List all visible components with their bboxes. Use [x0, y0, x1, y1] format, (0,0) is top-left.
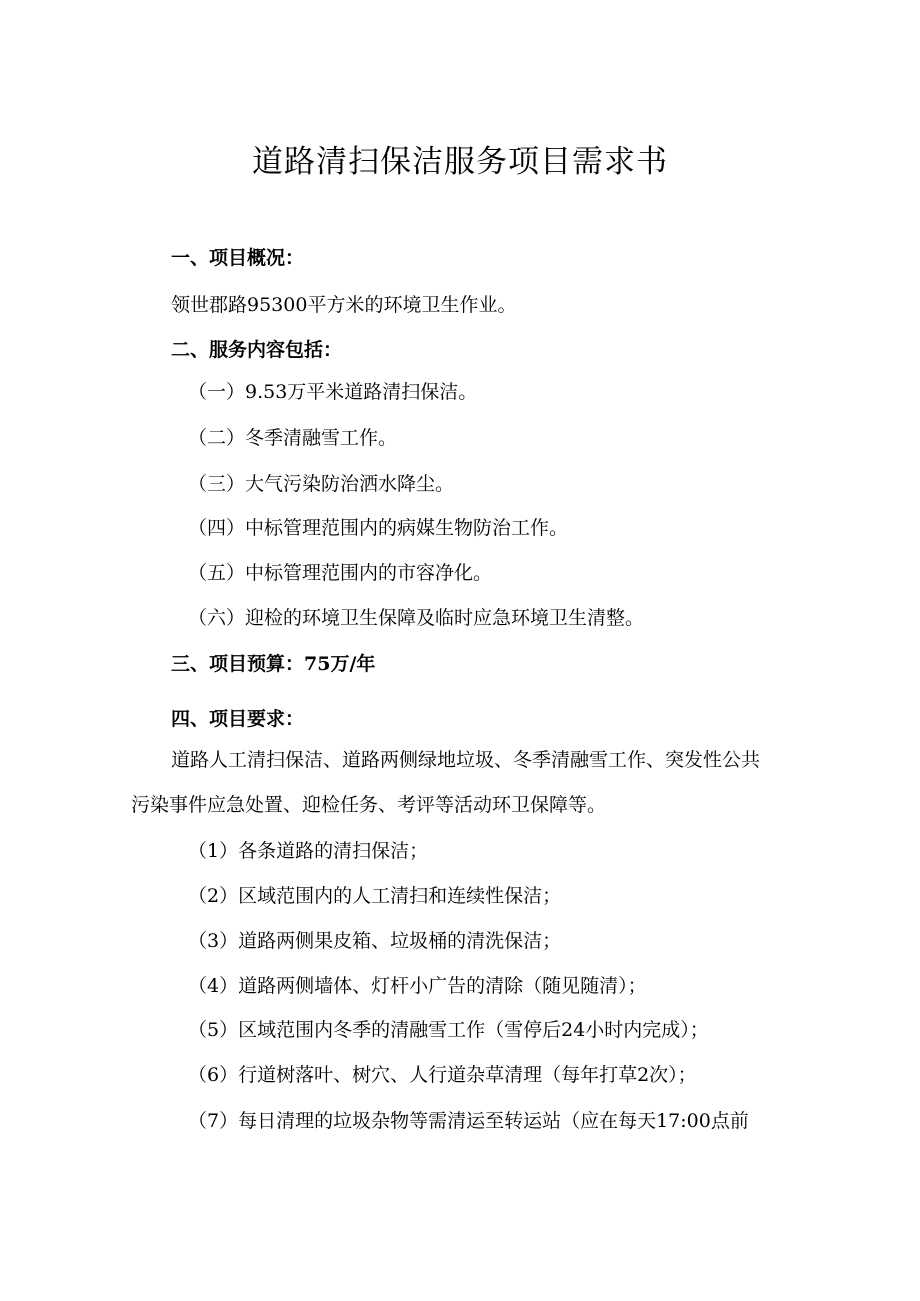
section-heading-services: 二、服务内容包括： [171, 339, 343, 361]
requirements-text-line1: 道路人工清扫保洁、道路两侧绿地垃圾、冬季清融雪工作、突发性公共 [171, 749, 761, 771]
requirement-item: （6）行道树落叶、树穴、人行道杂草清理（每年打草2次）； [188, 1064, 697, 1086]
requirement-item: （7）每日清理的垃圾杂物等需清运至转运站（应在每天17:00点前 [188, 1110, 749, 1132]
requirement-item: （1）各条道路的清扫保洁； [188, 840, 429, 862]
service-item: （二）冬季清融雪工作。 [188, 427, 398, 449]
section-heading-overview: 一、项目概况： [171, 247, 305, 269]
service-item: （一）9.53万平米道路清扫保洁。 [188, 381, 478, 403]
requirement-item: （5）区域范围内冬季的清融雪工作（雪停后24小时内完成）； [188, 1019, 709, 1041]
section-heading-requirements: 四、项目要求： [171, 708, 305, 730]
section-heading-budget: 三、项目预算：75万/年 [171, 653, 376, 675]
requirements-text-line2: 污染事件应急处置、迎检任务、考评等活动环卫保障等。 [131, 794, 607, 816]
document-title: 道路清扫保洁服务项目需求书 [252, 144, 668, 180]
service-item: （四）中标管理范围内的病媒生物防治工作。 [188, 517, 569, 539]
requirement-item: （2）区域范围内的人工清扫和连续性保洁； [188, 885, 562, 907]
service-item: （三）大气污染防治洒水降尘。 [188, 473, 455, 495]
overview-text: 领世郡路95300平方米的环境卫生作业。 [171, 294, 517, 316]
service-item: （六）迎检的环境卫生保障及临时应急环境卫生清整。 [188, 607, 645, 629]
requirement-item: （3）道路两侧果皮箱、垃圾桶的清洗保洁； [188, 930, 562, 952]
service-item: （五）中标管理范围内的市容净化。 [188, 562, 493, 584]
requirement-item: （4）道路两侧墙体、灯杆小广告的清除（随见随清）； [188, 975, 647, 997]
